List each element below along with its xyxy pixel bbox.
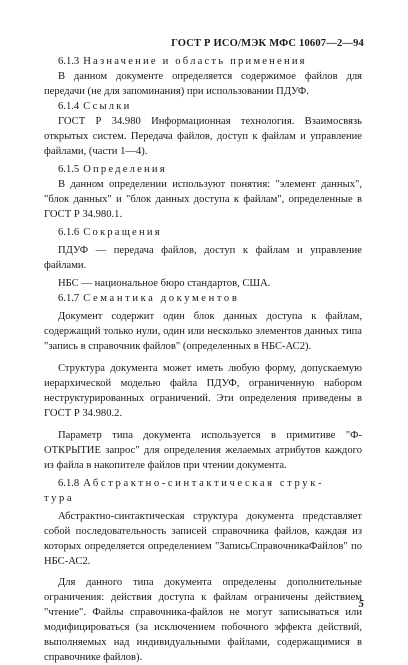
section-6-1-7-heading — [44, 291, 362, 306]
section-6-1-8-heading-continuation: тура — [44, 493, 75, 504]
section-number: 6.1.3 — [58, 56, 80, 67]
section-6-1-4-heading — [44, 99, 362, 114]
section-title: Ссылки — [83, 101, 132, 112]
section-6-1-5-paragraph: В данном определении используют понятия: "элемент данных", "блок данных" и "блок данных доступа к файлам", определенные в ГОСТ Р 34.980.1. — [44, 179, 362, 220]
section-6-1-6-paragraph-1: ПДУФ — передача файлов, доступ к файлам и управление файлами. — [44, 245, 362, 271]
document-body — [44, 54, 362, 665]
section-title: Назначение и область применения — [83, 56, 307, 67]
section-number: 6.1.5 — [58, 164, 80, 175]
section-6-1-3-paragraph: В данном документе определяется содержимое файлов для передачи (не для запоминания) при использовании ПДУФ. — [44, 71, 362, 97]
section-6-1-7-paragraph-2: Структура документа может иметь любую форму, допускаемую иерархической моделью файла ПДУФ, ограниченную набором неструктурированных ограничений. Эти определения приведены в ГОСТ Р 34.980.2. — [44, 363, 362, 419]
page-header: ГОСТ Р ИСО/МЭК МФС 10607—2—94 — [171, 38, 364, 49]
section-6-1-5-heading — [44, 162, 362, 177]
section-6-1-7-paragraph-3: Параметр типа документа используется в примитиве "Ф-ОТКРЫТИЕ запрос" для определения желаемых атрибутов каждого из файла в накопителе файлов при чтении документа. — [44, 430, 362, 471]
section-title: Семантика документов — [83, 293, 240, 304]
page-number: 5 — [358, 598, 364, 610]
section-number: 6.1.7 — [58, 293, 80, 304]
section-6-1-8-heading — [44, 476, 362, 491]
section-title: Сокращения — [83, 227, 162, 238]
section-6-1-6-paragraph-2: НБС — национальное бюро стандартов, США. — [58, 278, 271, 289]
section-6-1-8-paragraph-2: Для данного типа документа определены дополнительные ограничения: действия доступа к файлам ограничены действием "чтение". Файлы справочника-файлов не могут записываться или модифицироваться (за исключением побочного эффекта действий, выполняемых над индивидуальными файлами, содержащимися в справочнике файлов). — [44, 577, 362, 663]
section-6-1-8-paragraph-1: Абстрактно-синтактическая структура документа представляет собой последовательность записей справочника файлов, каждая из которых определяется определением "ЗаписьСправочникаФайлов" по НБС-АС2. — [44, 511, 362, 567]
section-6-1-3-heading — [44, 54, 362, 69]
section-number: 6.1.4 — [58, 101, 80, 112]
section-title: Абстрактно-синтактическая струк- — [83, 478, 325, 489]
section-6-1-4-paragraph: ГОСТ Р 34.980 Информационная технология. Взаимосвязь открытых систем. Передача файлов, доступ к файлам и управление файлами, (части 1—4). — [44, 116, 362, 157]
section-6-1-6-heading — [44, 225, 362, 240]
section-6-1-7-paragraph-1: Документ содержит один блок данных доступа к файлам, содержащий только нули, один или несколько элементов данных типа "запись в справочник файлов" (определенных в НБС-АС2). — [44, 311, 362, 352]
section-title: Определения — [83, 164, 167, 175]
section-number: 6.1.8 — [58, 478, 80, 489]
section-number: 6.1.6 — [58, 227, 80, 238]
